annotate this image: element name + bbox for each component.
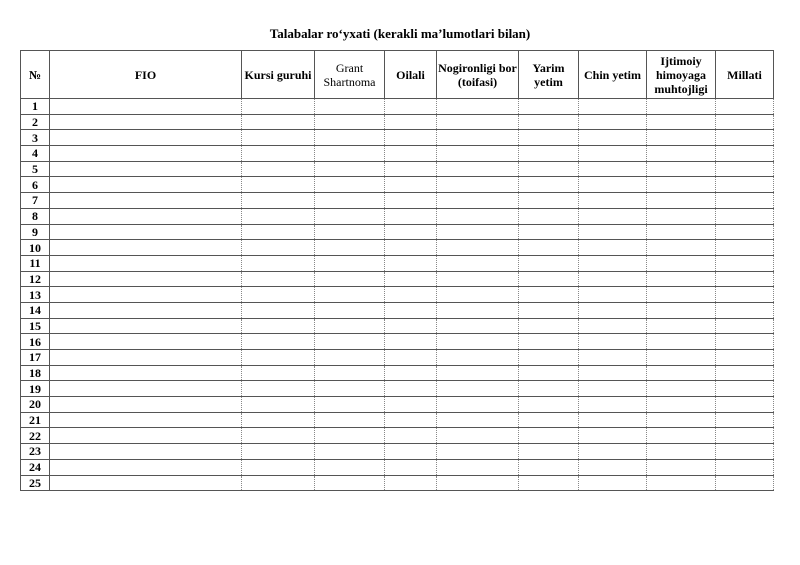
table-cell[interactable] [385,334,437,350]
table-cell[interactable] [716,271,774,287]
table-cell[interactable] [716,224,774,240]
table-cell[interactable] [579,114,647,130]
table-cell[interactable] [519,99,579,115]
table-cell[interactable] [385,365,437,381]
table-row [21,334,774,350]
table-cell[interactable] [242,318,315,334]
table-cell[interactable] [716,444,774,460]
table-row [21,240,774,256]
table-cell[interactable] [647,350,716,366]
table-cell[interactable] [647,475,716,491]
table-cell[interactable] [50,318,242,334]
table-cell[interactable] [315,428,385,444]
table-cell[interactable] [437,193,519,209]
table-cell[interactable] [579,444,647,460]
table-cell[interactable] [242,271,315,287]
table-cell[interactable] [315,114,385,130]
row-number: 1 [21,99,50,115]
row-number: 20 [21,397,50,413]
table-cell[interactable] [519,130,579,146]
table-cell[interactable] [385,193,437,209]
table-cell[interactable] [385,146,437,162]
table-cell[interactable] [519,444,579,460]
table-cell[interactable] [519,475,579,491]
table-cell[interactable] [385,130,437,146]
table-cell[interactable] [315,381,385,397]
row-number: 11 [21,255,50,271]
row-number: 25 [21,475,50,491]
table-cell[interactable] [437,318,519,334]
table-cell[interactable] [647,255,716,271]
table-cell[interactable] [242,255,315,271]
row-number: 8 [21,208,50,224]
student-roster-table [20,50,774,491]
table-cell[interactable] [519,287,579,303]
table-cell[interactable] [242,334,315,350]
row-number: 16 [21,334,50,350]
table-cell[interactable] [579,334,647,350]
row-number: 22 [21,428,50,444]
table-cell[interactable] [647,412,716,428]
table-cell[interactable] [50,161,242,177]
table-cell[interactable] [579,318,647,334]
table-cell[interactable] [315,271,385,287]
table-cell[interactable] [437,208,519,224]
table-cell[interactable] [242,177,315,193]
table-cell[interactable] [647,334,716,350]
table-cell[interactable] [579,350,647,366]
table-row [21,146,774,162]
table-cell[interactable] [242,114,315,130]
table-cell[interactable] [647,397,716,413]
table-cell[interactable] [50,146,242,162]
table-cell[interactable] [647,381,716,397]
row-number: 19 [21,381,50,397]
table-cell[interactable] [519,240,579,256]
row-number: 14 [21,302,50,318]
table-cell[interactable] [315,161,385,177]
table-cell[interactable] [242,240,315,256]
row-number: 12 [21,271,50,287]
table-cell[interactable] [385,412,437,428]
table-cell[interactable] [647,240,716,256]
table-cell[interactable] [437,287,519,303]
table-cell[interactable] [519,208,579,224]
row-number: 5 [21,161,50,177]
table-row [21,208,774,224]
table-row [21,397,774,413]
table-cell[interactable] [716,412,774,428]
table-cell[interactable] [385,428,437,444]
row-number: 3 [21,130,50,146]
table-cell[interactable] [242,302,315,318]
table-cell[interactable] [242,161,315,177]
table-cell[interactable] [519,193,579,209]
table-cell[interactable] [242,193,315,209]
table-cell[interactable] [437,475,519,491]
table-cell[interactable] [315,334,385,350]
table-cell[interactable] [437,302,519,318]
table-cell[interactable] [647,459,716,475]
table-cell[interactable] [519,350,579,366]
table-cell[interactable] [579,459,647,475]
table-cell[interactable] [716,365,774,381]
table-cell[interactable] [385,444,437,460]
table-cell[interactable] [519,271,579,287]
table-cell[interactable] [242,208,315,224]
header-row [21,51,774,99]
table-cell[interactable] [647,177,716,193]
table-cell[interactable] [242,287,315,303]
row-number: 23 [21,444,50,460]
row-number: 24 [21,459,50,475]
table-cell[interactable] [647,114,716,130]
table-cell[interactable] [437,428,519,444]
table-cell[interactable] [315,365,385,381]
header-number: № [21,51,50,99]
table-cell[interactable] [315,350,385,366]
table-cell[interactable] [315,208,385,224]
table-cell[interactable] [716,177,774,193]
table-cell[interactable] [716,255,774,271]
table-row [21,193,774,209]
table-cell[interactable] [716,459,774,475]
table-cell[interactable] [519,381,579,397]
table-cell[interactable] [315,397,385,413]
document-title: Talabalar ro‘yxati (kerakli ma’lumotlari bilan) [269,26,531,41]
table-cell[interactable] [242,459,315,475]
table-cell[interactable] [579,302,647,318]
table-cell[interactable] [579,224,647,240]
table-cell[interactable] [315,177,385,193]
table-cell[interactable] [242,350,315,366]
table-cell[interactable] [647,224,716,240]
roster-body [21,99,774,491]
table-cell[interactable] [716,208,774,224]
table-cell[interactable] [647,287,716,303]
table-cell[interactable] [716,240,774,256]
table-cell[interactable] [716,161,774,177]
table-cell[interactable] [579,177,647,193]
table-cell[interactable] [647,365,716,381]
table-cell[interactable] [579,146,647,162]
table-cell[interactable] [437,255,519,271]
table-cell[interactable] [437,130,519,146]
table-cell[interactable] [437,459,519,475]
table-cell[interactable] [647,302,716,318]
table-cell[interactable] [50,302,242,318]
table-cell[interactable] [716,114,774,130]
table-cell[interactable] [716,381,774,397]
table-cell[interactable] [579,271,647,287]
table-cell[interactable] [242,381,315,397]
row-number: 9 [21,224,50,240]
table-row [21,114,774,130]
table-cell[interactable] [716,475,774,491]
table-cell[interactable] [579,475,647,491]
table-cell[interactable] [647,208,716,224]
table-cell[interactable] [437,365,519,381]
table-cell[interactable] [315,459,385,475]
table-cell[interactable] [579,365,647,381]
table-cell[interactable] [50,428,242,444]
table-cell[interactable] [242,224,315,240]
table-cell[interactable] [242,475,315,491]
table-cell[interactable] [519,334,579,350]
table-row [21,318,774,334]
table-cell[interactable] [50,177,242,193]
table-cell[interactable] [315,302,385,318]
table-row [21,287,774,303]
table-cell[interactable] [716,130,774,146]
table-cell[interactable] [385,271,437,287]
table-cell[interactable] [579,130,647,146]
table-cell[interactable] [385,287,437,303]
header-fio: FIO [50,51,242,99]
table-cell[interactable] [579,397,647,413]
table-cell[interactable] [437,177,519,193]
table-cell[interactable] [50,459,242,475]
table-cell[interactable] [50,240,242,256]
table-cell[interactable] [315,444,385,460]
table-cell[interactable] [50,397,242,413]
row-number: 2 [21,114,50,130]
table-cell[interactable] [716,302,774,318]
table-cell[interactable] [579,428,647,444]
table-cell[interactable] [716,428,774,444]
table-row [21,99,774,115]
table-cell[interactable] [315,412,385,428]
table-cell[interactable] [385,475,437,491]
table-cell[interactable] [50,365,242,381]
table-cell[interactable] [315,318,385,334]
table-cell[interactable] [716,334,774,350]
table-cell[interactable] [385,114,437,130]
table-cell[interactable] [647,271,716,287]
table-cell[interactable] [579,208,647,224]
table-cell[interactable] [437,397,519,413]
table-cell[interactable] [519,114,579,130]
header-ijtimoiy-himoya: Ijtimoiy himoyaga muhtojligi [647,51,716,99]
table-cell[interactable] [579,99,647,115]
row-number: 13 [21,287,50,303]
table-cell[interactable] [519,428,579,444]
table-cell[interactable] [519,161,579,177]
table-cell[interactable] [385,240,437,256]
table-cell[interactable] [647,444,716,460]
table-cell[interactable] [519,177,579,193]
table-cell[interactable] [716,397,774,413]
table-cell[interactable] [385,302,437,318]
table-cell[interactable] [437,99,519,115]
row-number: 15 [21,318,50,334]
table-cell[interactable] [385,397,437,413]
header-oilali: Oilali [385,51,437,99]
table-cell[interactable] [437,381,519,397]
table-cell[interactable] [437,161,519,177]
table-row [21,459,774,475]
table-cell[interactable] [315,287,385,303]
table-cell[interactable] [50,224,242,240]
table-cell[interactable] [647,318,716,334]
row-number: 18 [21,365,50,381]
table-cell[interactable] [242,365,315,381]
table-cell[interactable] [437,114,519,130]
table-row [21,177,774,193]
table-cell[interactable] [315,130,385,146]
table-cell[interactable] [716,318,774,334]
table-cell[interactable] [647,130,716,146]
row-number: 10 [21,240,50,256]
table-cell[interactable] [315,193,385,209]
table-row [21,428,774,444]
table-row [21,271,774,287]
table-cell[interactable] [437,350,519,366]
table-cell[interactable] [50,444,242,460]
table-cell[interactable] [716,193,774,209]
table-cell[interactable] [437,271,519,287]
table-cell[interactable] [519,255,579,271]
table-cell[interactable] [579,193,647,209]
table-cell[interactable] [519,224,579,240]
table-cell[interactable] [50,99,242,115]
table-cell[interactable] [385,350,437,366]
table-cell[interactable] [385,381,437,397]
table-cell[interactable] [385,224,437,240]
table-cell[interactable] [50,130,242,146]
table-cell[interactable] [519,146,579,162]
table-cell[interactable] [385,255,437,271]
table-row [21,130,774,146]
header-millati: Millati [716,51,774,99]
table-cell[interactable] [242,428,315,444]
header-nogironligi: Nogironligi bor (toifasi) [437,51,519,99]
table-cell[interactable] [716,350,774,366]
table-row [21,475,774,491]
table-cell[interactable] [716,99,774,115]
table-cell[interactable] [579,240,647,256]
table-cell[interactable] [579,287,647,303]
table-cell[interactable] [50,412,242,428]
table-cell[interactable] [647,161,716,177]
table-cell[interactable] [50,114,242,130]
table-cell[interactable] [242,397,315,413]
table-cell[interactable] [50,350,242,366]
table-cell[interactable] [716,146,774,162]
table-cell[interactable] [50,475,242,491]
table-cell[interactable] [50,287,242,303]
table-cell[interactable] [579,381,647,397]
table-row [21,224,774,240]
table-row [21,412,774,428]
table-cell[interactable] [437,146,519,162]
row-number: 17 [21,350,50,366]
table-row [21,255,774,271]
table-cell[interactable] [437,412,519,428]
table-cell[interactable] [242,99,315,115]
table-cell[interactable] [519,412,579,428]
table-cell[interactable] [519,459,579,475]
table-cell[interactable] [50,334,242,350]
table-row [21,444,774,460]
header-chin-yetim: Chin yetim [579,51,647,99]
table-cell[interactable] [315,224,385,240]
table-cell[interactable] [385,99,437,115]
table-cell[interactable] [50,255,242,271]
table-cell[interactable] [315,146,385,162]
table-cell[interactable] [579,161,647,177]
table-cell[interactable] [519,397,579,413]
table-cell[interactable] [385,459,437,475]
table-cell[interactable] [242,130,315,146]
row-number: 6 [21,177,50,193]
table-cell[interactable] [519,302,579,318]
table-cell[interactable] [519,318,579,334]
table-cell[interactable] [385,318,437,334]
table-cell[interactable] [647,193,716,209]
table-cell[interactable] [315,99,385,115]
table-cell[interactable] [50,271,242,287]
table-cell[interactable] [519,365,579,381]
row-number: 4 [21,146,50,162]
header-grant-shartnoma: Grant Shartnoma [315,51,385,99]
table-cell[interactable] [315,475,385,491]
table-cell[interactable] [385,208,437,224]
table-row [21,161,774,177]
header-yarim-yetim: Yarim yetim [519,51,579,99]
table-cell[interactable] [242,146,315,162]
table-cell[interactable] [579,412,647,428]
table-cell[interactable] [50,208,242,224]
table-row [21,365,774,381]
table-cell[interactable] [315,240,385,256]
table-cell[interactable] [647,99,716,115]
table-row [21,381,774,397]
table-cell[interactable] [716,287,774,303]
table-row [21,302,774,318]
header-kursi-guruhi: Kursi guruhi [242,51,315,99]
table-cell[interactable] [50,381,242,397]
table-cell[interactable] [437,444,519,460]
table-cell[interactable] [437,224,519,240]
table-cell[interactable] [242,412,315,428]
table-cell[interactable] [437,334,519,350]
table-cell[interactable] [385,161,437,177]
row-number: 21 [21,412,50,428]
row-number: 7 [21,193,50,209]
table-cell[interactable] [437,240,519,256]
table-cell[interactable] [647,428,716,444]
table-cell[interactable] [50,193,242,209]
table-cell[interactable] [579,255,647,271]
table-cell[interactable] [315,255,385,271]
table-row [21,350,774,366]
table-cell[interactable] [242,444,315,460]
table-cell[interactable] [385,177,437,193]
table-cell[interactable] [647,146,716,162]
